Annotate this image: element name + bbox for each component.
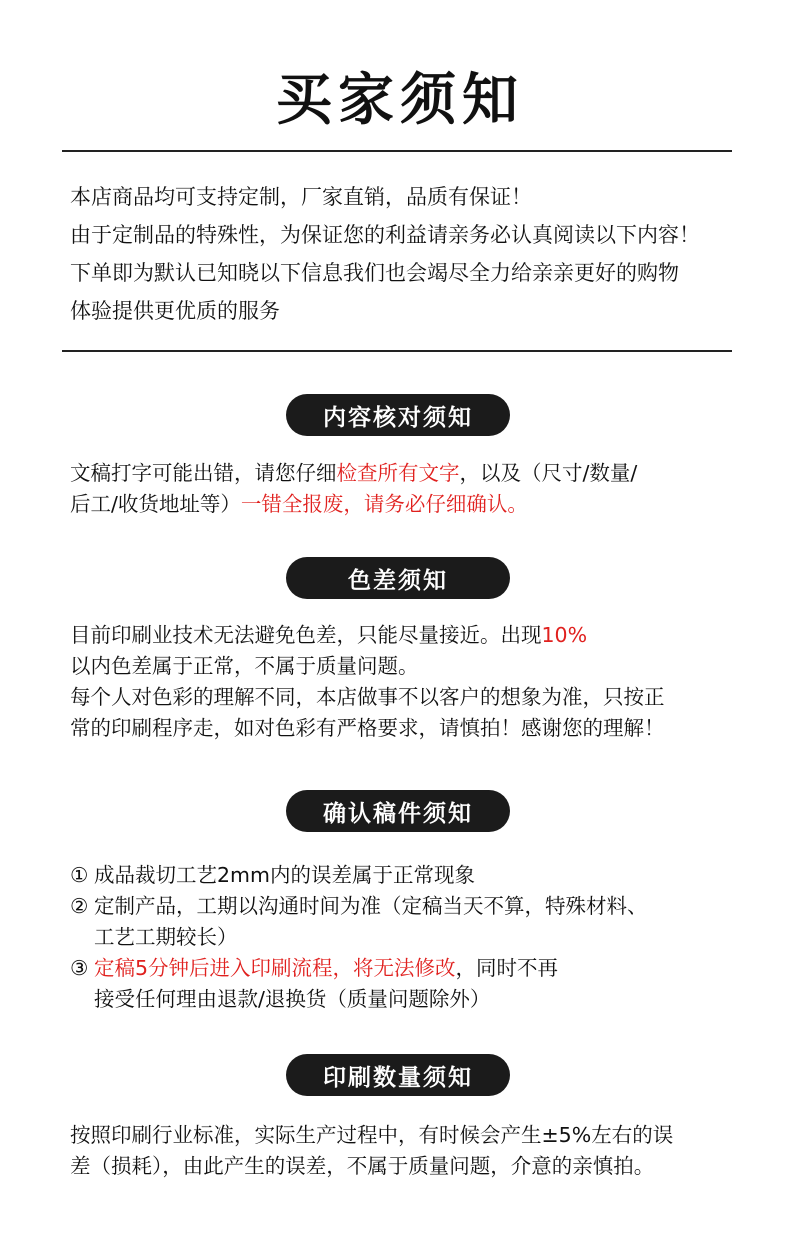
list-item [70,891,740,953]
item-text: 成品裁切工艺2mm内的误差属于正常现象 [94,863,475,887]
content-check-line [70,489,740,520]
intro-text [70,178,740,330]
highlight-text: 检查所有文字 [336,461,460,485]
color-diff-line: 常的印刷程序走，如对色彩有严格要求，请慎拍！感谢您的理解！ [70,716,665,740]
intro-line: 体验提供更优质的服务 [70,299,280,323]
content-check-line [70,458,740,489]
highlight-text: 一错全报废，请务必仔细确认。 [240,492,528,516]
quantity-line: 差（损耗），由此产生的误差，不属于质量问题，介意的亲慎拍。 [70,1154,655,1178]
item-number: ① [70,863,89,887]
highlight-text: 10% [541,623,588,647]
item-number: ③ [70,956,89,980]
intro-line: 本店商品均可支持定制，厂家直销，品质有保证！ [70,185,532,209]
item-number: ② [70,894,89,918]
quantity-heading: 印刷数量须知 [286,1054,510,1096]
color-diff-line [70,620,740,651]
item-text: 工艺工期较长） [94,925,238,949]
text-span: 目前印刷业技术无法避免色差，只能尽量接近。出现 [70,623,542,647]
top-divider [62,150,732,152]
page-title: 买家须知 [276,68,524,133]
content-check-text [70,458,740,520]
text-span: ，以及（尺寸/数量/ [459,461,638,485]
color-diff-heading: 色差须知 [286,557,510,599]
bottom-divider [62,350,732,352]
text-span: ，同时不再 [455,956,559,980]
highlight-text: 定稿5分钟后进入印刷流程，将无法修改 [94,956,456,980]
color-diff-line: 每个人对色彩的理解不同，本店做事不以客户的想象为准，只按正 [70,685,665,709]
color-diff-text [70,620,740,744]
item-text [94,953,740,984]
confirm-list [70,860,740,1015]
list-item [70,953,740,1015]
color-diff-line: 以内色差属于正常，不属于质量问题。 [70,654,419,678]
quantity-text [70,1120,740,1182]
text-span: 后工/收货地址等） [70,492,241,516]
list-item [70,860,740,891]
content-check-heading: 内容核对须知 [286,394,510,436]
item-text: 接受任何理由退款/退换货（质量问题除外） [94,987,491,1011]
text-span: 文稿打字可能出错，请您仔细 [70,461,337,485]
confirm-heading: 确认稿件须知 [286,790,510,832]
intro-line: 下单即为默认已知晓以下信息我们也会竭尽全力给亲亲更好的购物 [70,261,679,285]
item-text: 定制产品，工期以沟通时间为准（定稿当天不算，特殊材料、 [94,894,648,918]
quantity-line: 按照印刷行业标准，实际生产过程中，有时候会产生±5%左右的误 [70,1123,674,1147]
intro-line: 由于定制品的特殊性，为保证您的利益请亲务必认真阅读以下内容！ [70,223,700,247]
